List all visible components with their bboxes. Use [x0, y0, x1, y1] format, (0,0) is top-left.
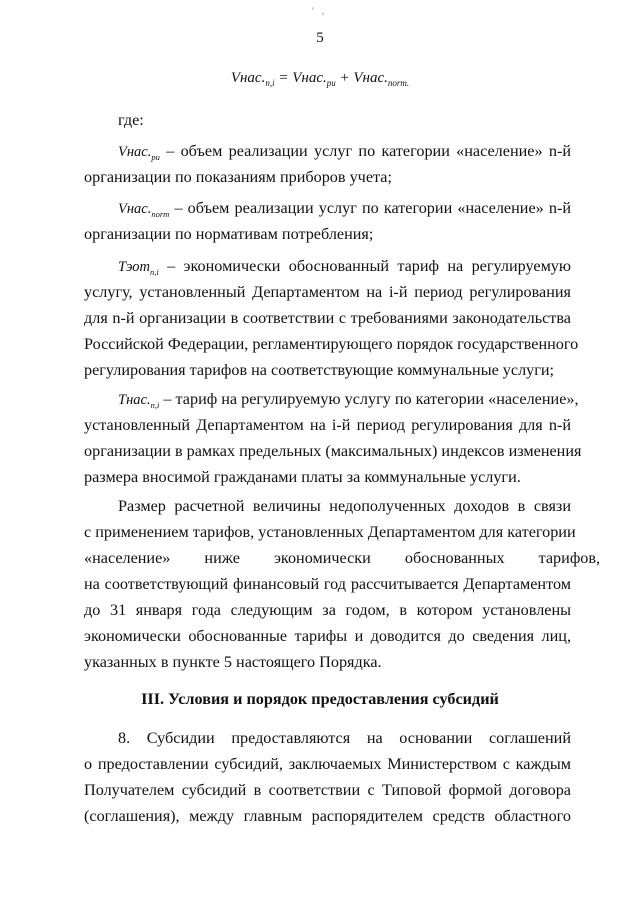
formula-term-2-sub: norm.	[387, 78, 410, 88]
scan-mark: ' ,	[312, 6, 328, 16]
formula-term-2: Vнас.	[353, 70, 388, 86]
formula-lhs-sub: n,i	[265, 78, 275, 88]
para1-line-6: экономически обоснованные тарифы и доводится до сведения лиц,	[84, 627, 571, 645]
para1-line-7: указанных в пункте 5 настоящего Порядка.	[84, 653, 382, 671]
def-norm-symbol: $Vнас._{norm}$	[118, 201, 170, 219]
formula-term-1: Vнас.	[292, 70, 327, 86]
def-pu-symbol: $Vнас._{pu}$	[118, 144, 160, 162]
def-pu-line-2: организации по показаниям приборов учета;	[84, 168, 392, 186]
para1-line-5: до 31 января года следующим за годом, в котором установлены	[84, 601, 571, 619]
plus-sign: +	[339, 70, 350, 86]
def-tnas-symbol: $Tнас._{n,i}$	[118, 392, 160, 410]
para1-line-4: на соответствующий финансовый год рассчитывается Департаментом	[84, 575, 571, 593]
def-teot-line-4: Российской Федерации, регламентирующего порядок государственного	[84, 335, 579, 353]
para2-line-3: Получателем субсидий в соответствии с Типовой формой договора	[84, 781, 571, 799]
para1-line-3: «население» ниже экономически обоснованных тарифов,	[84, 549, 601, 567]
where-label: где:	[118, 111, 144, 129]
def-tnas-line-1	[118, 389, 579, 415]
def-pu-text-1: – объем реализации услуг по категории «население» n-й	[166, 142, 571, 160]
def-norm-line-1	[118, 198, 571, 224]
def-teot-text-1: – экономически обоснованный тариф на регулируемую	[167, 257, 571, 275]
def-teot-line-1	[118, 256, 571, 282]
def-teot-line-5: регулирования тарифов на соответствующие коммунальные услуги;	[84, 361, 555, 379]
def-tnas-line-4: размера вносимой гражданами платы за коммунальные услуги.	[84, 468, 521, 486]
def-tnas-text-1: – тариф на регулируемую услугу по категории «население»,	[163, 390, 579, 408]
para2-line-2: о предоставлении субсидий, заключаемых Министерством с каждым	[84, 755, 571, 773]
def-pu-line-1	[118, 141, 571, 167]
formula-term-1-sub: pu	[326, 78, 336, 88]
para2-line-1: 8. Субсидии предоставляются на основании соглашений	[118, 729, 571, 747]
para1-line-2: с применением тарифов, установленных Департаментом для категории	[84, 523, 576, 541]
def-norm-line-2: организации по нормативам потребления;	[84, 225, 374, 243]
formula-lhs: Vнас.	[230, 70, 266, 86]
section-heading: III. Условия и порядок предоставления субсидий	[141, 690, 499, 708]
para2-line-4: (соглашения), между главным распорядителем средств областного	[84, 807, 571, 825]
def-teot-symbol: Tэот$_{n,i}$	[118, 259, 159, 277]
formula	[0, 70, 640, 88]
def-tnas-line-2: установленный Департаментом на i-й период регулирования для n-й	[84, 416, 571, 434]
page-number: 5	[316, 30, 324, 46]
def-teot-line-3: для n-й организации в соответствии с требованиями законодательства	[84, 309, 571, 327]
equals-sign: =	[278, 70, 289, 86]
def-teot-line-2: услугу, установленный Департаментом на i-й период регулирования	[84, 283, 571, 301]
def-tnas-line-3: организации в рамках предельных (максимальных) индексов изменения	[84, 442, 582, 460]
para1-line-1: Размер расчетной величины недополученных доходов в связи	[118, 497, 571, 515]
def-norm-text-1: – объем реализации услуг по категории «население» n-й	[174, 199, 571, 217]
